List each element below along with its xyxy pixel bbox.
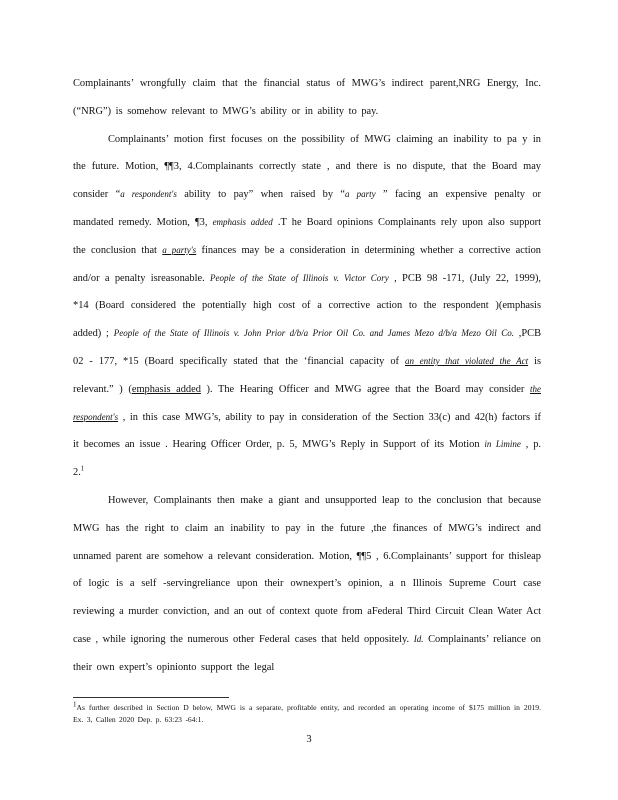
footnote-divider	[73, 697, 229, 698]
text-run: ability to pay” when raised by “	[176, 189, 346, 201]
italic-run: a respondent's	[120, 189, 177, 200]
paragraph-3	[73, 487, 541, 682]
footnote-marker: 1	[73, 700, 77, 709]
text-run: Complainants’ reliance on their own expert’s opinionto support the legal	[73, 633, 541, 673]
paragraph-1: Complainants’ wrongfully claim that the financial status of MWG’s indirect parent,NRG Energy, Inc. (“NRG”) is somehow relevant to MWG’s ability or in ability to pay.	[73, 78, 541, 117]
text-run: is relevant.” ) (	[73, 355, 542, 395]
text-run: , in this case MWG’s, ability to pay in consideration of the Section 33(c) and 42(h) factors if it becomes an issue . Hearing Officer Order, p. 5, MWG’s Reply in Support of its Motion	[73, 411, 541, 451]
underlined-run: emphasis added	[131, 383, 201, 395]
footnote-text: As further described in Section D below, MWG is a separate, profitable entity, and recorded an operating income of $175 million in 2019. Ex. 3, Callen 2020 Dep. p. 63:23 -64:1.	[73, 703, 541, 724]
text-run: ,PCB 02 - 177, *15 (Board specifically stated that the ‘financial capacity of	[73, 328, 542, 367]
case-citation: People of the State of Illinois v. Victor Cory	[210, 272, 389, 283]
underlined-run: an entity that violated the Act	[404, 355, 529, 366]
text-run: ” facing an expensive penalty or mandated remedy. Motion, ¶3,	[73, 189, 542, 228]
italic-run: a party	[345, 189, 376, 200]
text-run: ). The Hearing Officer and MWG agree that the Board may consider	[200, 383, 530, 395]
page-number: 3	[306, 734, 312, 745]
underlined-run: the respondent's	[73, 383, 541, 422]
italic-run: Id.	[413, 633, 424, 644]
text-run: , p. 2.	[73, 439, 541, 479]
paragraph-2	[73, 126, 541, 487]
text-run: However, Complainants then make a giant and unsupported leap to the conclusion that because MWG has the right to claim an inability to pay in the future ,the finances of MWG’s indirect and unnamed parent are somehow a relevant consideration. Motion, ¶¶5 , 6.Complainants’ support for thisleap of logic is a self -servingreliance upon their ownexpert’s opinion, a n Illinois Supreme Court case reviewing a murder conviction, and an out of context quote from aFederal Third Circuit Clean Water Act case , while ignoring the numerous other Federal cases that held oppositely.	[73, 494, 541, 645]
footnote-reference[interactable]: 1	[80, 464, 85, 473]
italic-run: in Limine	[484, 439, 521, 450]
text-run: finances may be a consideration in determining whether a corrective action and/or a penalty isreasonable.	[73, 244, 541, 284]
case-citation: People of the State of Illinois v. John Prior d/b/a Prior Oil Co. and James Mezo d/b/a Mezo Oil Co.	[113, 328, 514, 339]
italic-run: emphasis added	[212, 216, 273, 227]
body-text	[73, 70, 541, 682]
underlined-run: a party's	[162, 244, 197, 255]
text-run: , PCB 98 -171, (July 22, 1999), *14 (Board considered the potentially high cost of a corrective action to the respondent )(emphasis added) ;	[73, 272, 541, 340]
footnote	[73, 702, 541, 726]
text-run: .T he Board opinions Complainants rely upon also support the conclusion that	[73, 216, 541, 256]
text-run: Complainants’ motion first focuses on the possibility of MWG claiming an inability to pa y in the future. Motion, ¶¶3, 4.Complainants correctly state , and there is no dispute, that the Board may consider “	[73, 133, 541, 201]
